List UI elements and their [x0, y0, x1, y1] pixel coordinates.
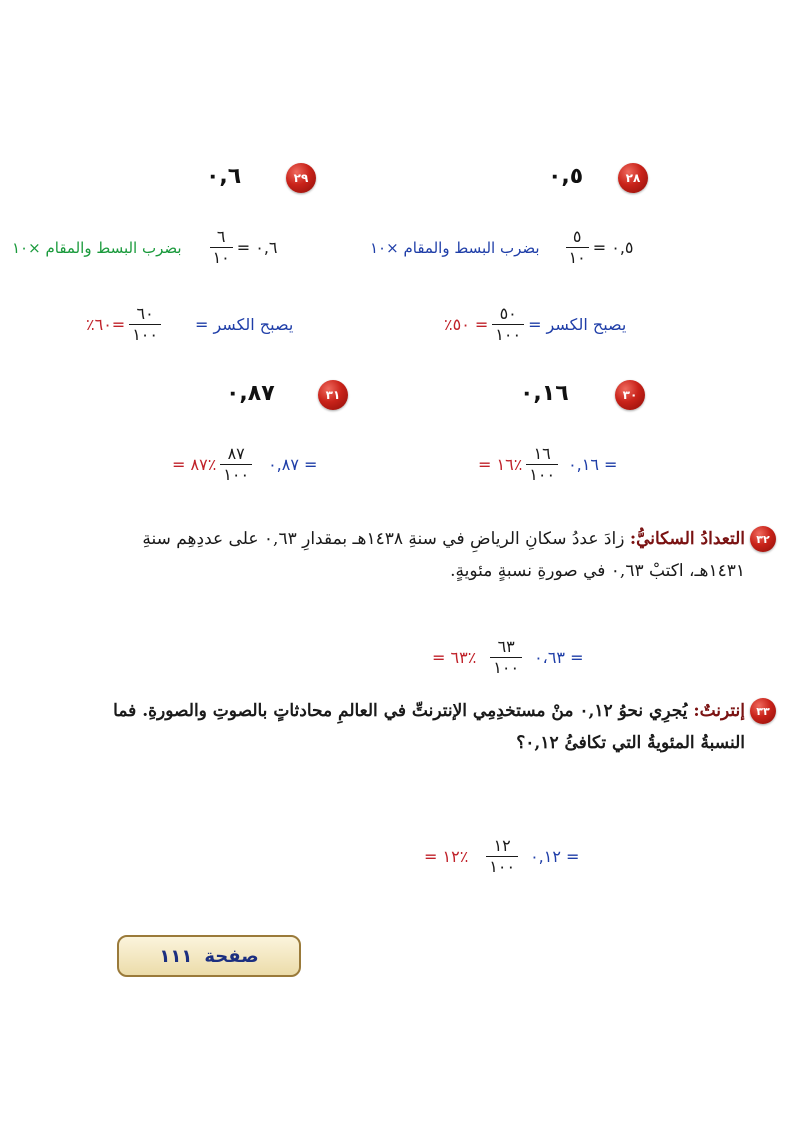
problem-28-badge: ٢٨ [618, 163, 648, 193]
problem-30-value: ٠,١٦ [520, 381, 569, 406]
question-32-title: التعدادُ السكانيُّ: [629, 529, 745, 549]
work-30 [478, 445, 617, 484]
work-30-lhs: = ٠,١٦ [568, 455, 618, 474]
work-29-fraction: $\frac{٦}{١٠}$ [210, 228, 233, 267]
work-32-pct: ٪٦٣ = [432, 648, 477, 667]
work-33-pct: ٪١٢ = [424, 847, 469, 866]
question-33-body: يُجرِي نحوُ ٠,١٢ منْ مستخدِمِي الإنترنتِّ في العالمِ محادثاتٍ بالصوتِ والصورةِ. فما النسبةُ المئويةُ التي تكافئُ ٠,١٢؟ [113, 701, 745, 753]
page-reference-box [117, 935, 301, 977]
work-28-step2 [444, 305, 626, 344]
work-28-note: بضرب البسط والمقام ×١٠ [370, 238, 540, 257]
problem-29-value: ٠,٦ [206, 164, 242, 189]
work-33-lhs: = ٠,١٢ [530, 847, 580, 866]
work-31 [172, 445, 317, 484]
work-32-fraction: $\frac{٦٣}{١٠٠}$ [490, 638, 522, 677]
work-31-lhs: = ٠,٨٧ [268, 455, 318, 474]
problem-30-badge: ٣٠ [615, 380, 645, 410]
work-32-lhs: = ٠،٦٣ [534, 648, 584, 667]
work-32 [432, 638, 584, 677]
problem-32-badge: ٣٢ [750, 526, 776, 552]
question-33-text [100, 695, 745, 759]
problem-31-value: ٠,٨٧ [226, 381, 275, 406]
work-28-step1 [370, 228, 634, 267]
work-30-pct: ٪١٦ = [478, 455, 523, 474]
work-33 [424, 837, 579, 876]
problem-29-badge: ٢٩ [286, 163, 316, 193]
work-31-pct: ٪٨٧ = [172, 455, 217, 474]
work-28-fraction: $\frac{٥}{١٠}$ [566, 228, 589, 267]
page-label: صفحة [204, 945, 259, 967]
work-28-lhs: ٠,٥ = [592, 238, 634, 257]
work-29-step1 [12, 228, 278, 267]
question-32-body: زادَ عددُ سكانِ الرياضِ في سنةِ ١٤٣٨هـ بمقدارِ ٠,٦٣ على عددِهِم سنةِ ١٤٣١هـ، اكتبْ ٠,٦٣ في صورةِ نسبةٍ مئويةٍ. [142, 529, 745, 581]
problem-33-badge: ٣٣ [750, 698, 776, 724]
work-29-lhs: ٠,٦ = [236, 238, 278, 257]
work-30-fraction: $\frac{١٦}{١٠٠}$ [526, 445, 558, 484]
work-29-step2 [86, 305, 293, 344]
work-28-result-label: يصبح الكسر = [528, 315, 627, 334]
work-29-result-fraction: $\frac{٦٠}{١٠٠}$ [129, 305, 161, 344]
work-28-result-fraction: $\frac{٥٠}{١٠٠}$ [492, 305, 524, 344]
work-29-result-pct: =٦٠٪ [86, 315, 126, 334]
problem-28-value: ٠,٥ [548, 164, 584, 189]
work-29-result-label: يصبح الكسر = [194, 315, 294, 334]
question-32-text [110, 523, 745, 587]
work-33-fraction: $\frac{١٢}{١٠٠}$ [486, 837, 518, 876]
work-28-result-pct: = ٥٠٪ [444, 315, 489, 334]
work-31-fraction: $\frac{٨٧}{١٠٠}$ [220, 445, 252, 484]
problem-31-badge: ٣١ [318, 380, 348, 410]
question-33-title: إنترنتٌ: [693, 701, 745, 721]
work-29-note: بضرب البسط والمقام ×١٠ [12, 238, 182, 257]
page-number: ١١١ [159, 945, 193, 967]
